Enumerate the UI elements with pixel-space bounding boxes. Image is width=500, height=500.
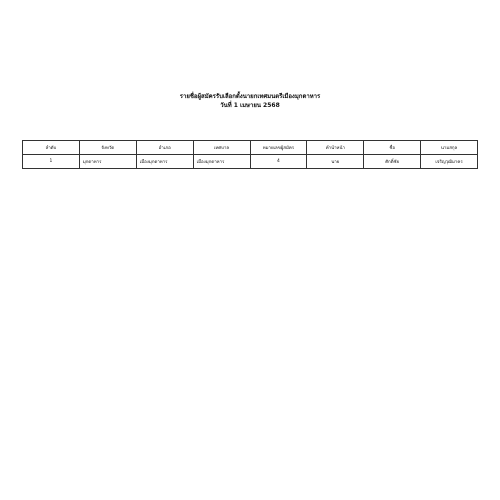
header-prefix: คำนำหน้า xyxy=(307,141,364,155)
title-block xyxy=(0,92,500,110)
header-municipality: เทศบาล xyxy=(193,141,250,155)
header-district: อำเภอ xyxy=(136,141,193,155)
table-row xyxy=(23,155,478,169)
header-candidate-number: หมายเลขผู้สมัคร xyxy=(250,141,307,155)
header-last-name: นามสกุล xyxy=(421,141,478,155)
cell-province: มุกดาหาร xyxy=(79,155,136,169)
document-date: วันที่ 1 เมษายน 2568 xyxy=(220,102,280,109)
cell-municipality: เมืองมุกดาหาร xyxy=(193,155,250,169)
table-header-row xyxy=(23,141,478,155)
cell-first-name: ศักดิ์ชัย xyxy=(364,155,421,169)
cell-last-name: เจริญวุฒิมาคร xyxy=(421,155,478,169)
header-first-name: ชื่อ xyxy=(364,141,421,155)
cell-district: เมืองมุกดาหาร xyxy=(136,155,193,169)
candidates-table xyxy=(22,140,478,169)
header-order: ลำดับ xyxy=(23,141,80,155)
cell-prefix: นาย xyxy=(307,155,364,169)
cell-candidate-number: 4 xyxy=(250,155,307,169)
cell-order: 1 xyxy=(23,155,80,169)
header-province: จังหวัด xyxy=(79,141,136,155)
document-title: รายชื่อผู้สมัครรับเลือกตั้งนายกเทศมนตรีเมืองมุกดาหาร xyxy=(179,93,321,100)
